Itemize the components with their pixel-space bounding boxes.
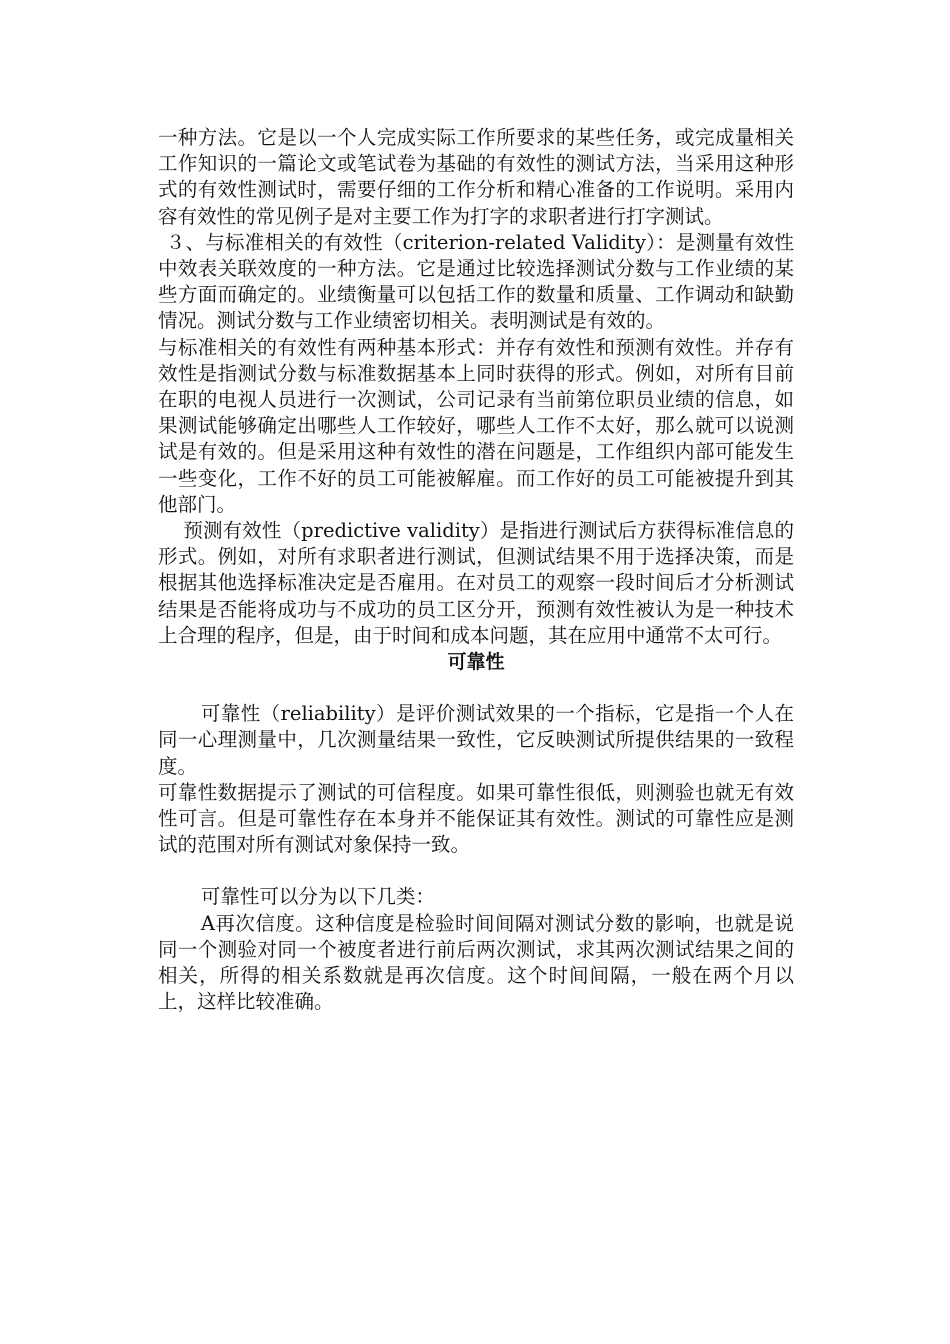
paragraph-criterion-validity: ３、与标准相关的有效性（criterion-related Validity）：是测量有效性中效表关联效度的一种方法。它是通过比较选择测试分数与工作业绩的某些方面而确定的。业绩衡量可以包括工作的数量和质量、工作调动和缺勤情况。测试分数与工作业绩密切相关。表明测试是有效的。 — [158, 230, 794, 333]
paragraph-reliability-definition: 可靠性（reliability）是评价测试效果的一个指标，它是指一个人在同一心理测量中，几次测量结果一致性，它反映测试所提供结果的一致程度。 — [158, 702, 794, 778]
section-heading-reliability: 可靠性 — [447, 651, 505, 674]
paragraph-reliability-data: 可靠性数据提示了测试的可信程度。如果可靠性很低，则测验也就无有效性可言。但是可靠性存在本身并不能保证其有效性。测试的可靠性应是测试的范围对所有测试对象保持一致。 — [158, 780, 794, 857]
paragraph-reliability-types: 可靠性可以分为以下几类： — [200, 885, 435, 909]
blank-line — [158, 858, 794, 884]
blank-line — [158, 675, 794, 701]
paragraph-content-validity-end: 一种方法。它是以一个人完成实际工作所要求的某些任务，或完成量相关工作知识的一篇论文或笔试卷为基础的有效性的测试方法，当采用这种形式的有效性测试时，需要仔细的工作分析和精心准备的工作说明。采用内容有效性的常见例子是对主要工作为打字的求职者进行打字测试。 — [158, 126, 794, 228]
paragraph-concurrent-validity: 与标准相关的有效性有两种基本形式：并存有效性和预测有效性。并存有效性是指测试分数与标准数据基本上同时获得的形式。例如，对所有目前在职的电视人员进行一次测试，公司记录有当前第位职员业绩的信息，如果测试能够确定出哪些人工作较好，哪些人工作不太好，那么就可以说测试是有效的。但是采用这种有效性的潜在问题是，工作组织内部可能发生一些变化，工作不好的员工可能被解雇。而工作好的员工可能被提升到其他部门。 — [158, 335, 794, 516]
document-text — [158, 125, 794, 1016]
document-body — [158, 125, 794, 1042]
paragraph-predictive-validity: 预测有效性（predictive validity）是指进行测试后方获得标准信息的形式。例如，对所有求职者进行测试，但测试结果不用于选择决策，而是根据其他选择标准决定是否雇用。在对员工的观察一段时间后才分析测试结果是否能将成功与不成功的员工区分开，预测有效性被认为是一种技术上合理的程序，但是，由于时间和成本问题，其在应用中通常不太可行。 — [158, 519, 794, 647]
paragraph-retest-reliability: A再次信度。这种信度是检验时间间隔对测试分数的影响，也就是说同一个测验对同一个被度者进行前后两次测试，求其两次测试结果之间的相关，所得的相关系数就是再次信度。这个时间间隔，一般在两个月以上，这样比较准确。 — [158, 911, 794, 1014]
